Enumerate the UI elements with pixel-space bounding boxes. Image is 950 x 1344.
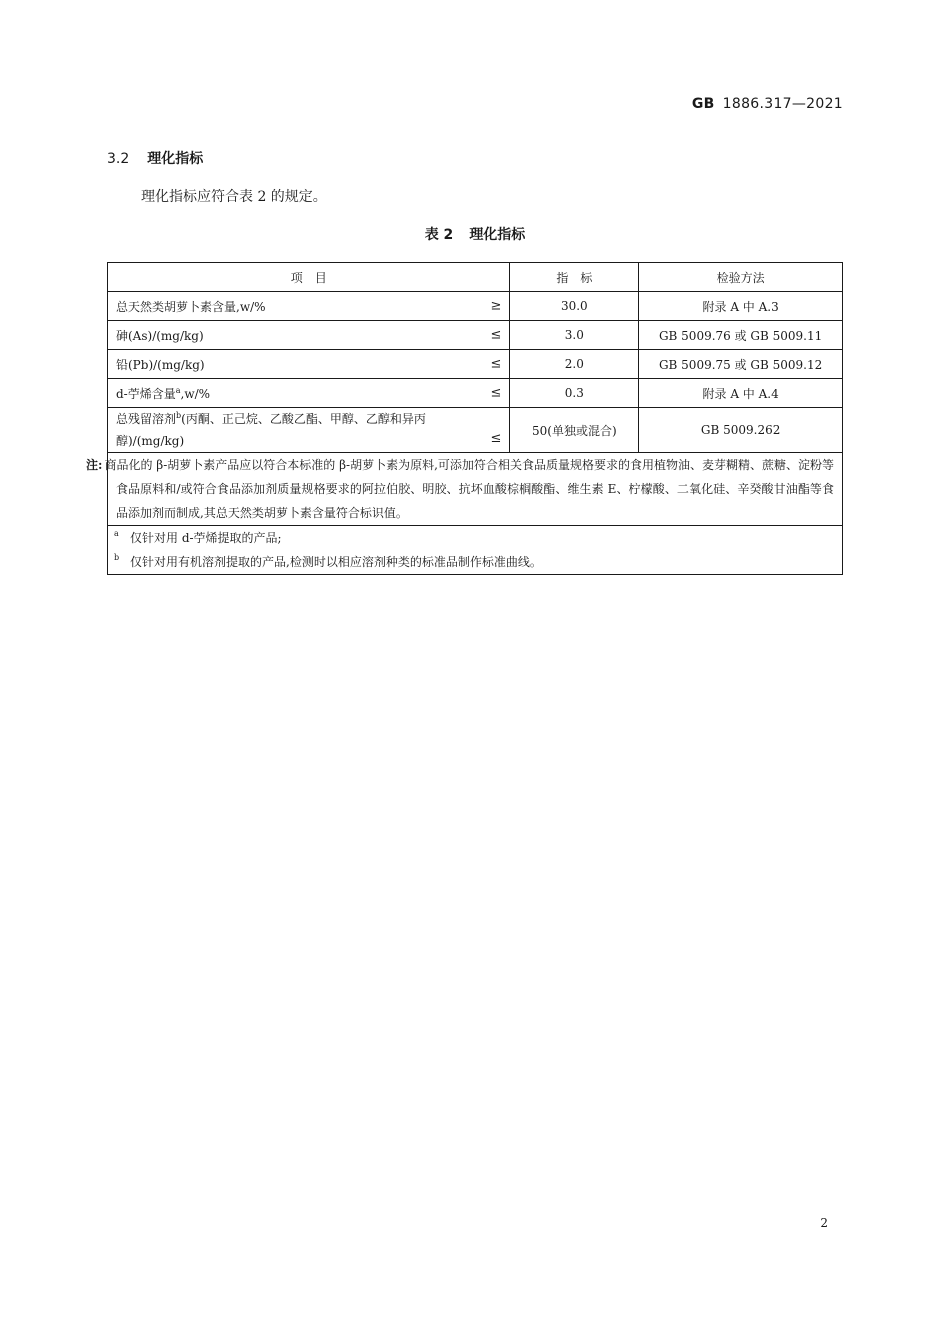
section-number: 3.2 bbox=[107, 151, 130, 167]
footnote-item bbox=[116, 550, 834, 574]
table-label: 表 2 bbox=[424, 227, 454, 243]
row-method: GB 5009.76 或 GB 5009.11 bbox=[639, 321, 843, 350]
standard-number bbox=[692, 96, 843, 112]
row-item bbox=[108, 292, 510, 321]
row-method: GB 5009.75 或 GB 5009.12 bbox=[639, 350, 843, 379]
table-row bbox=[108, 321, 843, 350]
comparison-symbol: ≤ bbox=[490, 356, 502, 372]
footnote-mark: a bbox=[114, 529, 119, 538]
row-value: 50(单独或混合) bbox=[510, 408, 639, 453]
comparison-symbol: ≤ bbox=[490, 327, 502, 343]
row-value: 0.3 bbox=[510, 379, 639, 408]
row-item bbox=[108, 350, 510, 379]
item-text: 铅(Pb)/(mg/kg) bbox=[116, 357, 205, 372]
footnote-mark: b bbox=[114, 553, 120, 562]
table-footnotes bbox=[108, 526, 843, 575]
row-value: 30.0 bbox=[510, 292, 639, 321]
section-heading bbox=[107, 148, 203, 168]
row-method: 附录 A 中 A.3 bbox=[639, 292, 843, 321]
note-text: 商品化的 β-胡萝卜素产品应以符合本标准的 β-胡萝卜素为原料,可添加符合相关食品质量规格要求的食用植物油、麦芽糊精、蔗糖、淀粉等食品原料和/或符合食品添加剂质量规格要求的阿拉伯胶、明胶、抗坏血酸棕榈酸酯、维生素 E、柠檬酸、二氧化硅、辛癸酸甘油酯等食品添加剂而制成,其总天然类胡萝卜素含量符合标识值。 bbox=[104, 458, 834, 520]
table-row bbox=[108, 350, 843, 379]
table-row bbox=[108, 408, 843, 453]
row-item bbox=[108, 408, 510, 453]
table-row bbox=[108, 379, 843, 408]
footnote-ref: a bbox=[175, 385, 181, 395]
footnote-row bbox=[108, 526, 843, 575]
table-row bbox=[108, 292, 843, 321]
comparison-symbol: ≥ bbox=[490, 298, 502, 314]
row-method: 附录 A 中 A.4 bbox=[639, 379, 843, 408]
row-item bbox=[108, 321, 510, 350]
item-text: 总天然类胡萝卜素含量,w/% bbox=[116, 299, 266, 314]
item-text: 砷(As)/(mg/kg) bbox=[116, 328, 204, 343]
row-method: GB 5009.262 bbox=[639, 408, 843, 453]
table-caption bbox=[0, 224, 950, 244]
item-text: d-苧烯含量 bbox=[116, 386, 176, 401]
row-item bbox=[108, 379, 510, 408]
footnote-item bbox=[116, 526, 834, 550]
section-title: 理化指标 bbox=[147, 151, 204, 167]
footnote-text: 仅针对用 d-苧烯提取的产品; bbox=[130, 531, 282, 545]
column-header-item: 项 目 bbox=[108, 263, 510, 292]
item-text: 总残留溶剂 bbox=[116, 412, 177, 426]
section-paragraph: 理化指标应符合表 2 的规定。 bbox=[141, 189, 327, 205]
column-header-method: 检验方法 bbox=[639, 263, 843, 292]
row-value: 3.0 bbox=[510, 321, 639, 350]
comparison-symbol: ≤ bbox=[490, 431, 502, 446]
table-title: 理化指标 bbox=[469, 227, 526, 243]
note-label: 注: bbox=[86, 458, 103, 472]
comparison-symbol: ≤ bbox=[490, 385, 502, 401]
page-number: 2 bbox=[820, 1216, 828, 1230]
item-suffix: (丙酮、正己烷、乙酸乙酯、甲醇、乙醇和异丙醇)/(mg/kg) bbox=[116, 412, 426, 448]
footnote-text: 仅针对用有机溶剂提取的产品,检测时以相应溶剂种类的标准品制作标准曲线。 bbox=[130, 555, 542, 569]
item-text-block bbox=[116, 408, 501, 452]
item-suffix: ,w/% bbox=[180, 386, 211, 401]
row-value: 2.0 bbox=[510, 350, 639, 379]
spec-table bbox=[86, 262, 843, 575]
standard-code: 1886.317—2021 bbox=[722, 96, 843, 112]
note-row bbox=[108, 453, 843, 526]
footnote-ref: b bbox=[176, 411, 182, 420]
table-header-row bbox=[108, 263, 843, 292]
standard-prefix: GB bbox=[691, 96, 715, 112]
column-header-value: 指 标 bbox=[510, 263, 639, 292]
table-note bbox=[86, 453, 843, 526]
